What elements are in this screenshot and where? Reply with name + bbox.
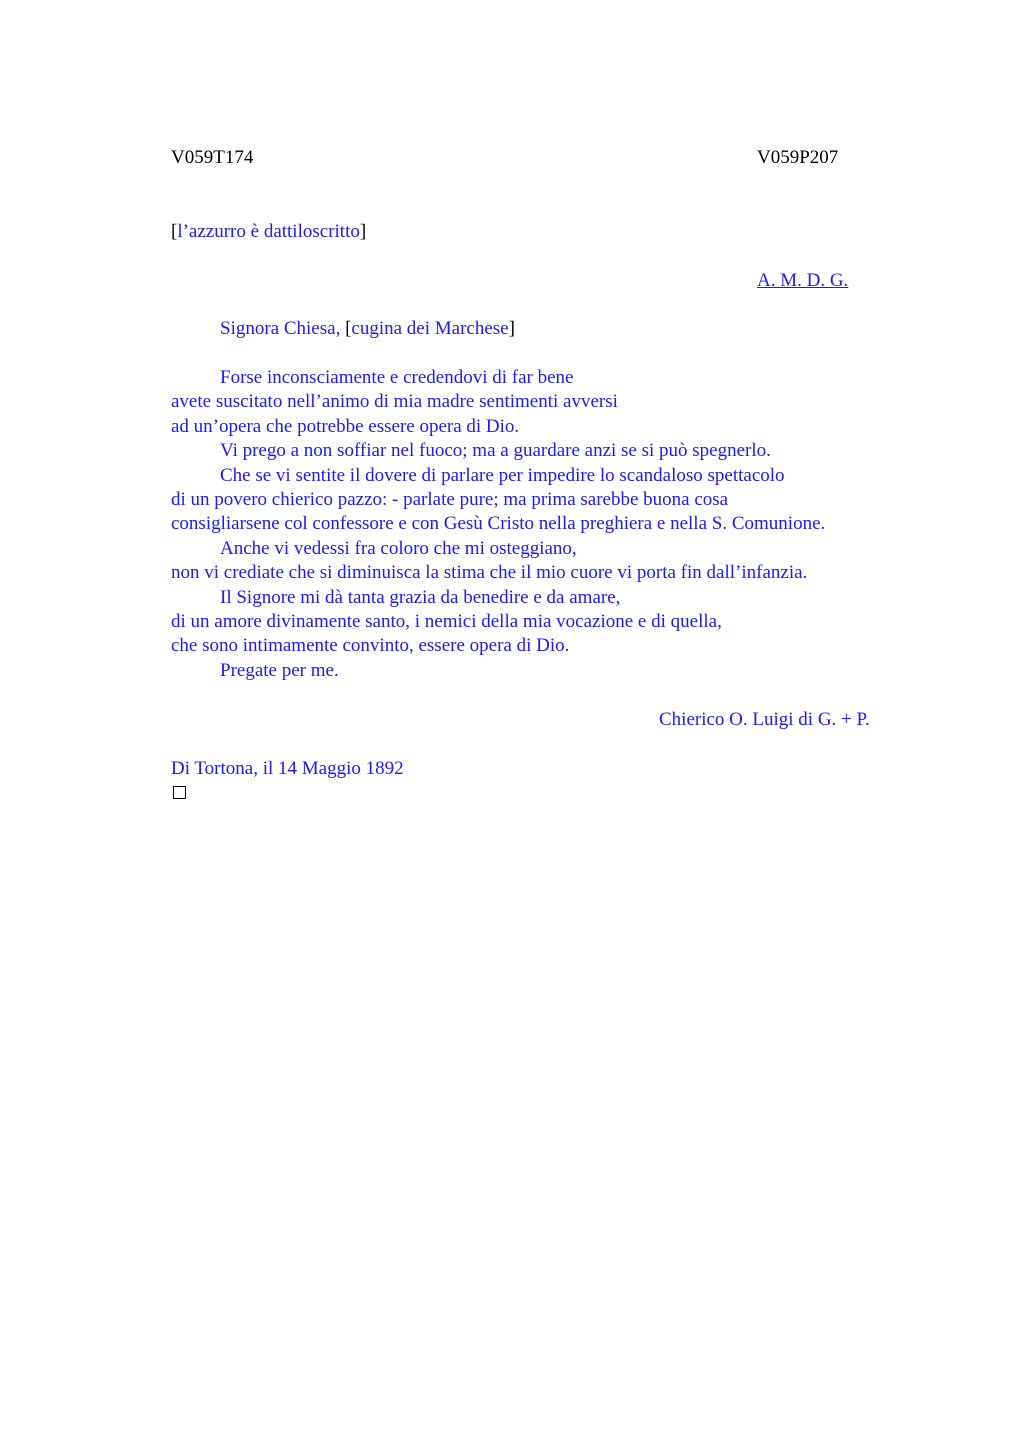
- note-text: l’azzurro è dattiloscritto: [177, 221, 360, 242]
- letter-line: Forse inconsciamente e credendovi di far bene: [220, 367, 574, 388]
- salutation-name: Signora Chiesa,: [220, 318, 341, 339]
- letter-line: Vi prego a non soffiar nel fuoco; ma a guardare anzi se si può spegnerlo.: [220, 440, 771, 462]
- checkbox-icon: [173, 786, 186, 799]
- letter-line: di un povero chierico pazzo: - parlate pure; ma prima sarebbe buona cosa: [171, 488, 729, 510]
- editorial-note: [171, 220, 366, 244]
- letter-line: che sono intimamente convinto, essere opera di Dio.: [171, 635, 570, 657]
- signature: Chierico O. Luigi di G. + P.: [659, 709, 870, 730]
- letter-line: non vi crediate che si diminuisca la stima che il mio cuore vi porta fin dall’infanzia.: [171, 562, 808, 584]
- document-code-right: V059P207: [757, 147, 839, 168]
- note-open-bracket: [: [171, 221, 178, 242]
- note-close-bracket: ]: [359, 221, 367, 242]
- letter-line: Anche vi vedessi fra coloro che mi osteggiano,: [220, 537, 577, 559]
- salutation-open-bracket: [: [345, 318, 352, 339]
- letter-line: Pregate per me.: [220, 659, 339, 681]
- document-code-left: V059T174: [171, 147, 254, 168]
- letter-line: consigliarsene col confessore e con Gesù Cristo nella preghiera e nella S. Comunione.: [171, 513, 826, 535]
- salutation: [220, 317, 515, 341]
- letter-line: Il Signore mi dà tanta grazia da benedire e da amare,: [220, 586, 621, 608]
- letter-line: avete suscitato nell’animo di mia madre sentimenti avversi: [171, 391, 618, 413]
- salutation-close-bracket: ]: [508, 318, 515, 339]
- letter-line: Che se vi sentite il dovere di parlare per impedire lo scandaloso spettacolo: [220, 464, 785, 486]
- place-date: Di Tortona, il 14 Maggio 1892: [171, 758, 404, 779]
- letter-line: ad un’opera che potrebbe essere opera di Dio.: [171, 415, 520, 437]
- letter-line: di un amore divinamente santo, i nemici della mia vocazione e di quella,: [171, 610, 722, 632]
- salutation-aside: cugina dei Marchese: [351, 318, 509, 339]
- motto-amdg: A. M. D. G.: [757, 270, 849, 291]
- letter-body: [171, 366, 931, 683]
